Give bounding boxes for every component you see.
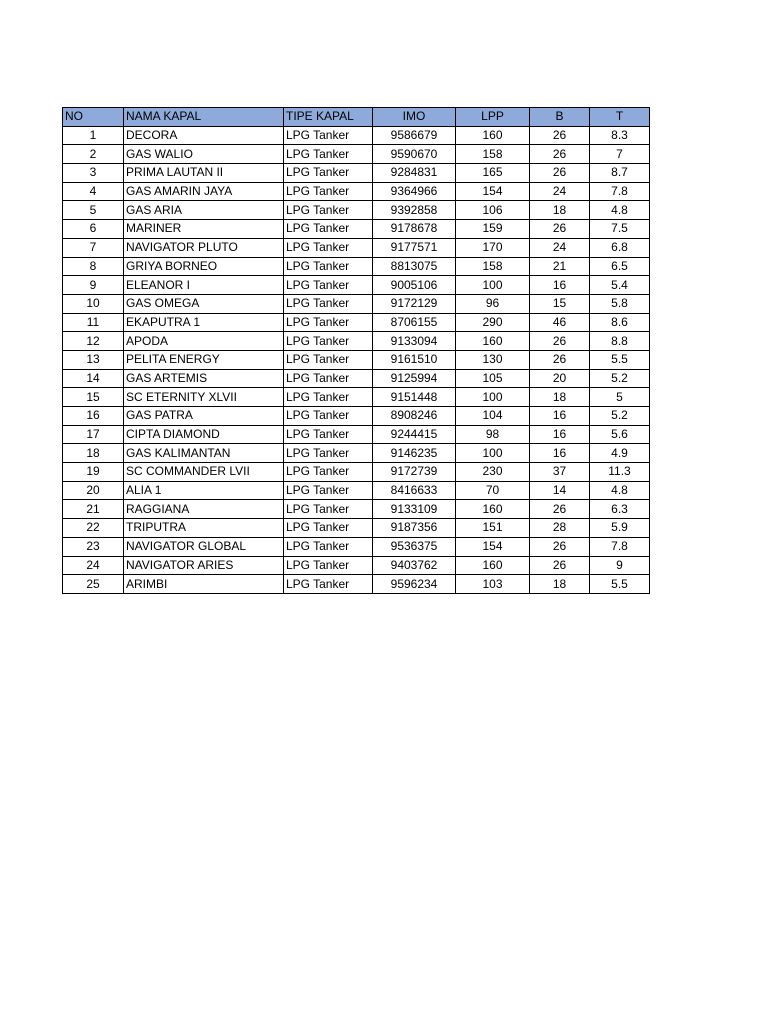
- cell-nama-kapal: RAGGIANA: [124, 500, 284, 519]
- table-row: [63, 201, 650, 220]
- cell-tipe-kapal: LPG Tanker: [284, 500, 373, 519]
- cell-imo: 9403762: [373, 556, 456, 575]
- cell-t: 11.3: [590, 463, 650, 482]
- cell-tipe-kapal: LPG Tanker: [284, 537, 373, 556]
- table-row: [63, 407, 650, 426]
- cell-imo: 9172739: [373, 463, 456, 482]
- cell-nama-kapal: GAS AMARIN JAYA: [124, 182, 284, 201]
- cell-lpp: 160: [456, 126, 530, 145]
- cell-b: 20: [530, 369, 590, 388]
- cell-imo: 9125994: [373, 369, 456, 388]
- cell-nama-kapal: GAS PATRA: [124, 407, 284, 426]
- cell-b: 28: [530, 519, 590, 538]
- cell-b: 26: [530, 332, 590, 351]
- cell-lpp: 70: [456, 481, 530, 500]
- cell-nama-kapal: GAS OMEGA: [124, 294, 284, 313]
- cell-tipe-kapal: LPG Tanker: [284, 201, 373, 220]
- cell-imo: 9151448: [373, 388, 456, 407]
- cell-lpp: 130: [456, 350, 530, 369]
- cell-no: 11: [63, 313, 124, 332]
- cell-tipe-kapal: LPG Tanker: [284, 350, 373, 369]
- cell-b: 18: [530, 575, 590, 594]
- table-row: [63, 164, 650, 183]
- cell-nama-kapal: NAVIGATOR PLUTO: [124, 238, 284, 257]
- table-row: [63, 276, 650, 295]
- cell-lpp: 96: [456, 294, 530, 313]
- ship-data-table: [62, 107, 650, 594]
- cell-b: 26: [530, 126, 590, 145]
- cell-no: 14: [63, 369, 124, 388]
- cell-imo: 8813075: [373, 257, 456, 276]
- cell-imo: 9596234: [373, 575, 456, 594]
- cell-tipe-kapal: LPG Tanker: [284, 313, 373, 332]
- cell-tipe-kapal: LPG Tanker: [284, 481, 373, 500]
- cell-nama-kapal: SC ETERNITY XLVII: [124, 388, 284, 407]
- cell-b: 14: [530, 481, 590, 500]
- table-row: [63, 444, 650, 463]
- cell-no: 25: [63, 575, 124, 594]
- cell-t: 5.8: [590, 294, 650, 313]
- cell-t: 6.3: [590, 500, 650, 519]
- cell-b: 26: [530, 145, 590, 164]
- cell-t: 5: [590, 388, 650, 407]
- cell-nama-kapal: SC COMMANDER LVII: [124, 463, 284, 482]
- table-row: [63, 425, 650, 444]
- cell-nama-kapal: DECORA: [124, 126, 284, 145]
- header-tipe-kapal: TIPE KAPAL: [284, 108, 373, 127]
- cell-t: 5.2: [590, 369, 650, 388]
- cell-t: 5.5: [590, 350, 650, 369]
- cell-imo: 9177571: [373, 238, 456, 257]
- cell-nama-kapal: ELEANOR I: [124, 276, 284, 295]
- cell-tipe-kapal: LPG Tanker: [284, 294, 373, 313]
- cell-nama-kapal: NAVIGATOR GLOBAL: [124, 537, 284, 556]
- cell-lpp: 100: [456, 444, 530, 463]
- table-row: [63, 257, 650, 276]
- cell-b: 24: [530, 182, 590, 201]
- cell-nama-kapal: NAVIGATOR ARIES: [124, 556, 284, 575]
- cell-imo: 9364966: [373, 182, 456, 201]
- cell-imo: 9392858: [373, 201, 456, 220]
- cell-imo: 9146235: [373, 444, 456, 463]
- cell-nama-kapal: GAS ARTEMIS: [124, 369, 284, 388]
- cell-tipe-kapal: LPG Tanker: [284, 407, 373, 426]
- cell-no: 22: [63, 519, 124, 538]
- cell-nama-kapal: TRIPUTRA: [124, 519, 284, 538]
- cell-no: 9: [63, 276, 124, 295]
- cell-no: 21: [63, 500, 124, 519]
- cell-t: 8.7: [590, 164, 650, 183]
- cell-b: 46: [530, 313, 590, 332]
- cell-tipe-kapal: LPG Tanker: [284, 444, 373, 463]
- cell-tipe-kapal: LPG Tanker: [284, 276, 373, 295]
- cell-b: 26: [530, 164, 590, 183]
- table-row: [63, 332, 650, 351]
- cell-imo: 8908246: [373, 407, 456, 426]
- cell-b: 21: [530, 257, 590, 276]
- cell-no: 24: [63, 556, 124, 575]
- cell-tipe-kapal: LPG Tanker: [284, 425, 373, 444]
- cell-lpp: 160: [456, 556, 530, 575]
- cell-nama-kapal: PELITA ENERGY: [124, 350, 284, 369]
- cell-tipe-kapal: LPG Tanker: [284, 145, 373, 164]
- cell-tipe-kapal: LPG Tanker: [284, 369, 373, 388]
- cell-lpp: 154: [456, 537, 530, 556]
- table-row: [63, 145, 650, 164]
- table-row: [63, 519, 650, 538]
- cell-imo: 9187356: [373, 519, 456, 538]
- cell-imo: 9284831: [373, 164, 456, 183]
- cell-t: 5.6: [590, 425, 650, 444]
- cell-nama-kapal: GAS KALIMANTAN: [124, 444, 284, 463]
- cell-lpp: 105: [456, 369, 530, 388]
- cell-imo: 9586679: [373, 126, 456, 145]
- cell-imo: 8706155: [373, 313, 456, 332]
- cell-imo: 9133109: [373, 500, 456, 519]
- cell-tipe-kapal: LPG Tanker: [284, 257, 373, 276]
- cell-imo: 8416633: [373, 481, 456, 500]
- cell-nama-kapal: GAS WALIO: [124, 145, 284, 164]
- table-row: [63, 220, 650, 239]
- table-row: [63, 313, 650, 332]
- cell-b: 16: [530, 444, 590, 463]
- cell-lpp: 100: [456, 388, 530, 407]
- cell-tipe-kapal: LPG Tanker: [284, 575, 373, 594]
- cell-b: 26: [530, 556, 590, 575]
- cell-t: 5.4: [590, 276, 650, 295]
- cell-nama-kapal: APODA: [124, 332, 284, 351]
- cell-nama-kapal: ALIA 1: [124, 481, 284, 500]
- cell-no: 13: [63, 350, 124, 369]
- cell-lpp: 154: [456, 182, 530, 201]
- cell-no: 10: [63, 294, 124, 313]
- table-row: [63, 350, 650, 369]
- cell-tipe-kapal: LPG Tanker: [284, 220, 373, 239]
- cell-imo: 9244415: [373, 425, 456, 444]
- cell-imo: 9161510: [373, 350, 456, 369]
- cell-nama-kapal: PRIMA LAUTAN II: [124, 164, 284, 183]
- cell-tipe-kapal: LPG Tanker: [284, 182, 373, 201]
- cell-t: 7.8: [590, 182, 650, 201]
- cell-lpp: 158: [456, 145, 530, 164]
- cell-b: 24: [530, 238, 590, 257]
- cell-tipe-kapal: LPG Tanker: [284, 519, 373, 538]
- cell-lpp: 165: [456, 164, 530, 183]
- cell-b: 26: [530, 220, 590, 239]
- table-row: [63, 463, 650, 482]
- cell-t: 9: [590, 556, 650, 575]
- header-t: T: [590, 108, 650, 127]
- header-no: NO: [63, 108, 124, 127]
- cell-lpp: 100: [456, 276, 530, 295]
- cell-lpp: 158: [456, 257, 530, 276]
- cell-lpp: 106: [456, 201, 530, 220]
- table-row: [63, 575, 650, 594]
- cell-b: 16: [530, 425, 590, 444]
- cell-no: 18: [63, 444, 124, 463]
- table-row: [63, 126, 650, 145]
- cell-imo: 9536375: [373, 537, 456, 556]
- cell-no: 16: [63, 407, 124, 426]
- cell-no: 3: [63, 164, 124, 183]
- cell-lpp: 104: [456, 407, 530, 426]
- cell-nama-kapal: ARIMBI: [124, 575, 284, 594]
- cell-nama-kapal: CIPTA DIAMOND: [124, 425, 284, 444]
- cell-lpp: 160: [456, 332, 530, 351]
- cell-no: 17: [63, 425, 124, 444]
- cell-t: 6.5: [590, 257, 650, 276]
- cell-b: 18: [530, 201, 590, 220]
- cell-t: 4.8: [590, 201, 650, 220]
- cell-lpp: 160: [456, 500, 530, 519]
- cell-nama-kapal: EKAPUTRA 1: [124, 313, 284, 332]
- table-row: [63, 537, 650, 556]
- table-row: [63, 388, 650, 407]
- cell-nama-kapal: MARINER: [124, 220, 284, 239]
- table-row: [63, 369, 650, 388]
- cell-nama-kapal: GAS ARIA: [124, 201, 284, 220]
- header-row: [63, 108, 650, 127]
- cell-imo: 9005106: [373, 276, 456, 295]
- cell-lpp: 151: [456, 519, 530, 538]
- table-row: [63, 182, 650, 201]
- cell-no: 6: [63, 220, 124, 239]
- cell-tipe-kapal: LPG Tanker: [284, 463, 373, 482]
- cell-b: 26: [530, 350, 590, 369]
- cell-imo: 9178678: [373, 220, 456, 239]
- cell-no: 7: [63, 238, 124, 257]
- cell-t: 7.8: [590, 537, 650, 556]
- cell-tipe-kapal: LPG Tanker: [284, 126, 373, 145]
- cell-t: 4.8: [590, 481, 650, 500]
- cell-b: 26: [530, 500, 590, 519]
- cell-tipe-kapal: LPG Tanker: [284, 164, 373, 183]
- cell-b: 37: [530, 463, 590, 482]
- cell-imo: 9590670: [373, 145, 456, 164]
- cell-no: 20: [63, 481, 124, 500]
- cell-nama-kapal: GRIYA BORNEO: [124, 257, 284, 276]
- cell-no: 1: [63, 126, 124, 145]
- cell-b: 26: [530, 537, 590, 556]
- header-lpp: LPP: [456, 108, 530, 127]
- cell-no: 2: [63, 145, 124, 164]
- cell-t: 5.2: [590, 407, 650, 426]
- header-b: B: [530, 108, 590, 127]
- cell-no: 12: [63, 332, 124, 351]
- cell-t: 7: [590, 145, 650, 164]
- cell-b: 16: [530, 276, 590, 295]
- cell-lpp: 98: [456, 425, 530, 444]
- cell-imo: 9133094: [373, 332, 456, 351]
- cell-t: 6.8: [590, 238, 650, 257]
- cell-no: 5: [63, 201, 124, 220]
- cell-lpp: 230: [456, 463, 530, 482]
- cell-tipe-kapal: LPG Tanker: [284, 332, 373, 351]
- header-nama-kapal: NAMA KAPAL: [124, 108, 284, 127]
- cell-no: 23: [63, 537, 124, 556]
- table-row: [63, 556, 650, 575]
- cell-no: 8: [63, 257, 124, 276]
- table-row: [63, 481, 650, 500]
- cell-no: 4: [63, 182, 124, 201]
- cell-tipe-kapal: LPG Tanker: [284, 556, 373, 575]
- cell-lpp: 103: [456, 575, 530, 594]
- cell-lpp: 290: [456, 313, 530, 332]
- cell-tipe-kapal: LPG Tanker: [284, 238, 373, 257]
- cell-b: 16: [530, 407, 590, 426]
- cell-t: 5.5: [590, 575, 650, 594]
- cell-t: 7.5: [590, 220, 650, 239]
- table-row: [63, 294, 650, 313]
- cell-t: 4.9: [590, 444, 650, 463]
- cell-t: 8.8: [590, 332, 650, 351]
- table-row: [63, 238, 650, 257]
- cell-t: 8.3: [590, 126, 650, 145]
- cell-imo: 9172129: [373, 294, 456, 313]
- cell-lpp: 170: [456, 238, 530, 257]
- cell-b: 15: [530, 294, 590, 313]
- cell-lpp: 159: [456, 220, 530, 239]
- cell-no: 15: [63, 388, 124, 407]
- cell-b: 18: [530, 388, 590, 407]
- cell-t: 5.9: [590, 519, 650, 538]
- cell-t: 8.6: [590, 313, 650, 332]
- table-row: [63, 500, 650, 519]
- cell-tipe-kapal: LPG Tanker: [284, 388, 373, 407]
- header-imo: IMO: [373, 108, 456, 127]
- cell-no: 19: [63, 463, 124, 482]
- table-body: [63, 126, 650, 593]
